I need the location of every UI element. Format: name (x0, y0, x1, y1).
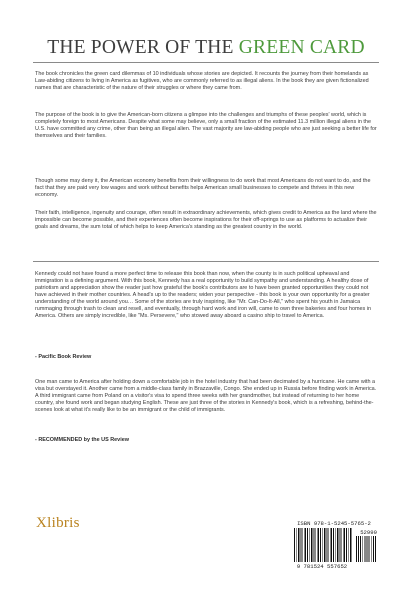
ean13-barcode (294, 528, 352, 562)
title-part-1: THE POWER OF THE (47, 37, 239, 58)
title-divider (33, 62, 379, 63)
summary-paragraph-3: Though some may deny it, the American economy benefits from their willingness to do work that most Americans do not want to do, and the fact that they are paid very low wages and work without benefits helps American small businesses to compete and thrives in this new economy. (35, 178, 371, 199)
review-pacific-text: Kennedy could not have found a more perfect time to release this book than now, when the county is in such political upheaval and immigration is a defining argument. With this book, Kennedy has a real opportunity to build sympathy and understanding. A healthy dose of patriotism and appreciation show the reader just how grateful the book's contributors are to have been granted opportunities they could not have achieved in their mother countries. A head's up to the readers; widen your perspective - this book is your own opportunity for a greater understanding of the world around you… Some of the stories are truly inspiring, like "Mr. Can-Do-It-All," who spent his youth in Jamaica rummaging through trash to clean and resell, and eventually, through hard work and iron will, came to own three bakeries and four homes in America. Others are simply incredible, like "Ms. Persevere," who stowed away aboard a casino ship to travel to America. (35, 271, 372, 320)
title-green-card: GREEN CARD (238, 37, 365, 58)
review-us-text: One man came to America after holding down a comfortable job in the hotel industry that had been decimated by a hurricane. He came with a visa but overstayed it. Another came from a middle-class family in Brazzaville, Congo. She ended up in Russia before finding work in America. A third immigrant came from Poland on a visitor's visa to spend three weeks with her grandmother, but instead of returning to her home country, she found work and began studying English. These are just three of the stories in Kennedy's book, which is a refreshing, behind-the-scenes look at what it's really like to be an immigrant or the child of immigrants. (35, 379, 377, 414)
summary-paragraph-4: Their faith, intelligence, ingenuity and courage, often result in extraordinary achievements, which gives credit to America as the land where the impossible can become possible, and their experiences often become inspirations for their off-springs to use as platforms to actualize their goals and dreams, the sum total of which helps to keep America's standing as the greatest country in the world. (35, 210, 377, 231)
ean13-digits: 9 781524 557652 (296, 563, 348, 570)
cover-title (0, 37, 412, 59)
publisher-logo: Xlibris (36, 515, 80, 531)
section-divider (33, 261, 379, 262)
isbn-label: ISBN 978-1-5245-5765-2 (297, 520, 371, 527)
barcode-block (290, 520, 378, 572)
ean5-digits: 52999 (360, 529, 377, 536)
summary-paragraph-2: The purpose of the book is to give the American-born citizens a glimpse into the challenges and triumphs of these peoples' world, which is completely foreign to most Americans. Despite what some may believe, only a small fraction of the estimated 11.3 million illegal aliens in the U.S. have committed any crime, other than being an illegal alien. The vast majority are law-abiding people who are just seeking a better life for themselves and their families. (35, 112, 377, 140)
review-pacific-credit: - Pacific Book Review (35, 354, 92, 360)
review-us-credit: - RECOMMENDED by the US Review (35, 437, 129, 443)
summary-paragraph-1: The book chronicles the green card dilemmas of 10 individuals whose stories are depicted. It recounts the journey from their homelands as Law-abiding citizens to living in America as fugitives, who are commonly referred to as illegal aliens. In the book they are given fictionalized names that are characteristic of the nature of their struggles or where they came from. (35, 71, 369, 92)
ean5-barcode (356, 536, 376, 562)
